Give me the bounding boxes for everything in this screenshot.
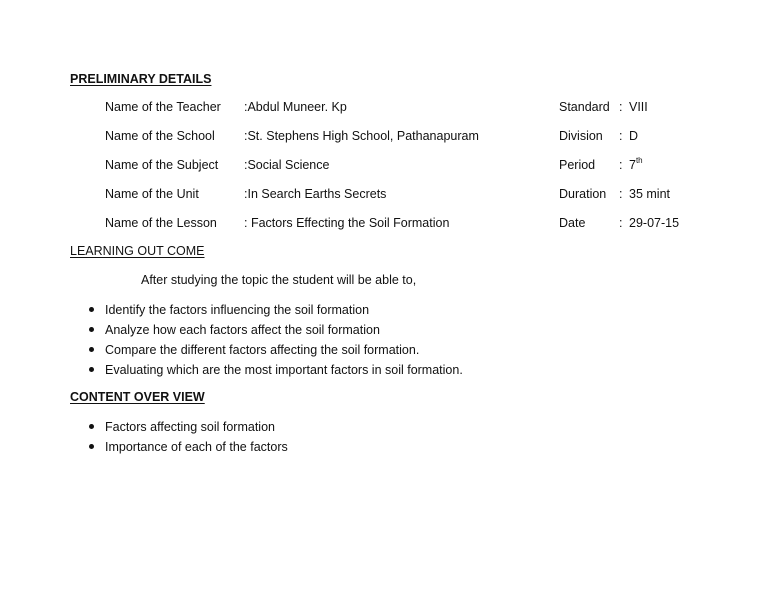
detail-label: Name of the School [105,129,215,143]
bullet-icon [89,367,94,372]
detail-value: :St. Stephens High School, Pathanapuram [244,129,479,143]
detail-row-school [0,128,768,144]
side-value [629,186,670,202]
detail-row-subject [0,157,768,173]
side-value [629,215,679,231]
list-item-text: Importance of each of the factors [105,440,288,454]
side-value-text: VIII [629,100,648,114]
list-item-text: Compare the different factors affecting the soil formation. [105,343,420,357]
side-value-text: 7 [629,158,636,172]
side-separator: : [619,187,623,201]
detail-label: Name of the Subject [105,158,219,172]
detail-value: :Social Science [244,158,330,172]
list-item-text: Analyze how each factors affect the soil formation [105,323,380,337]
detail-value: : Factors Effecting the Soil Formation [244,216,450,230]
bullet-icon [89,327,94,332]
bullet-icon [89,424,94,429]
detail-value: :In Search Earths Secrets [244,187,387,201]
detail-row-teacher [0,99,768,115]
side-value-text: 35 mint [629,187,670,201]
list-item-text: Identify the factors influencing the soil formation [105,303,370,317]
side-value-text: D [629,129,639,143]
side-value [629,157,643,173]
learning-outcome-heading: LEARNING OUT COME [70,244,205,258]
detail-row-unit [0,186,768,202]
side-label: Date [559,216,586,230]
side-separator: : [619,158,623,172]
side-label: Standard [559,100,610,114]
bullet-icon [89,307,94,312]
detail-value: :Abdul Muneer. Kp [244,100,347,114]
side-label: Duration [559,187,607,201]
ordinal-suffix: th [635,155,643,165]
bullet-icon [89,444,94,449]
list-item-text: Evaluating which are the most important factors in soil formation. [105,363,463,377]
learning-intro: After studying the topic the student will be able to, [141,273,417,287]
detail-row-lesson [0,215,768,231]
preliminary-details-heading: PRELIMINARY DETAILS [70,72,212,86]
side-label: Division [559,129,603,143]
side-label: Period [559,158,596,172]
side-separator: : [619,100,623,114]
bullet-icon [89,347,94,352]
side-separator: : [619,216,623,230]
list-item-text: Factors affecting soil formation [105,420,275,434]
detail-label: Name of the Unit [105,187,199,201]
side-separator: : [619,129,623,143]
content-overview-heading: CONTENT OVER VIEW [70,390,205,404]
side-value-text: 29-07-15 [629,216,680,230]
detail-label: Name of the Lesson [105,216,217,230]
side-value [629,128,638,144]
side-value [629,99,648,115]
detail-label: Name of the Teacher [105,100,221,114]
